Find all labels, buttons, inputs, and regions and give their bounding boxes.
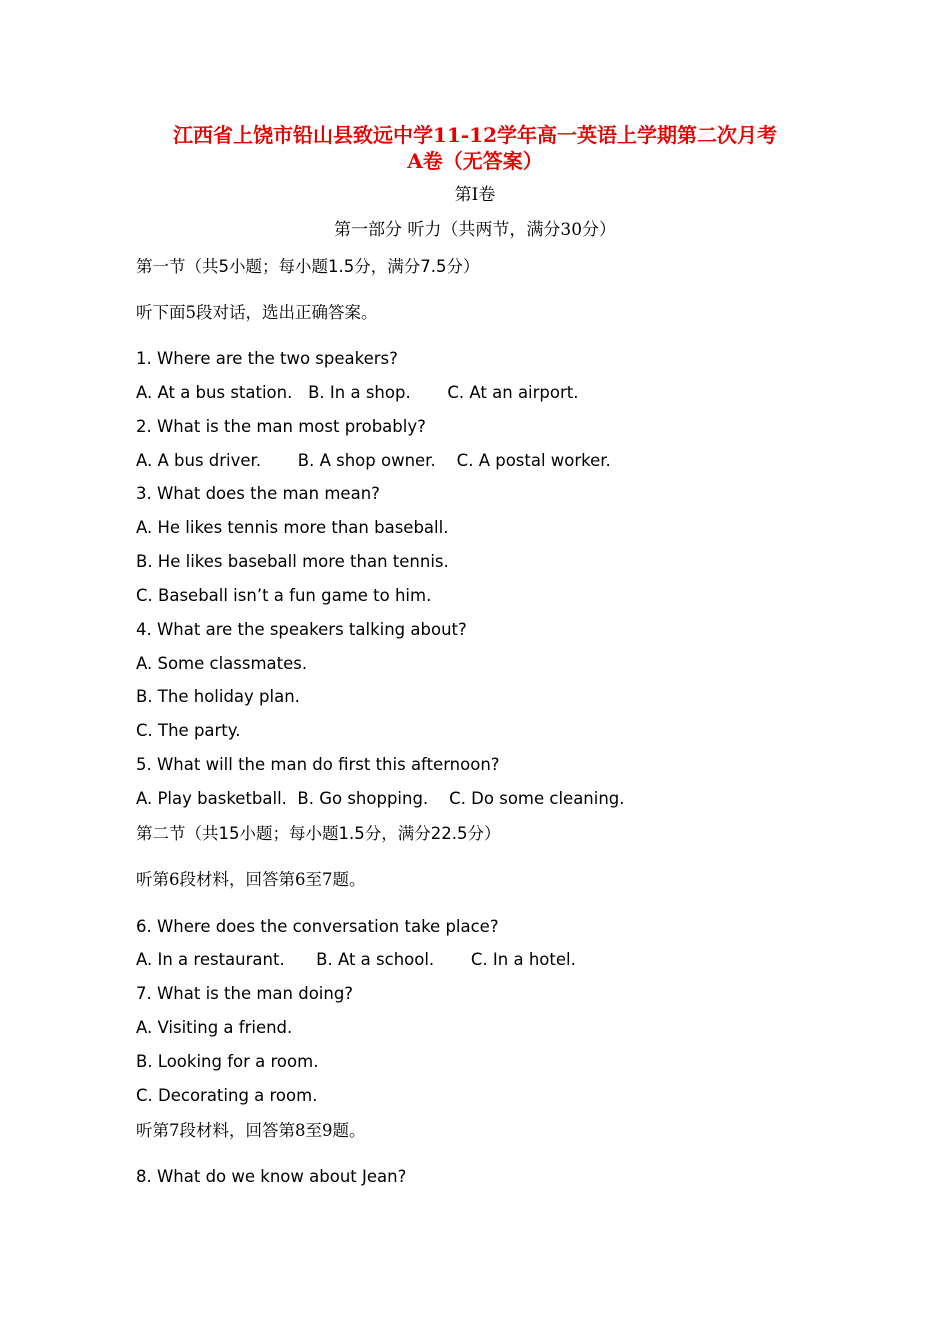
question-2-options: A. A bus driver. B. A shop owner. C. A postal worker. (136, 451, 611, 470)
question-3-option-b: B. He likes baseball more than tennis. (136, 552, 449, 571)
question-7-option-c: C. Decorating a room. (136, 1086, 318, 1105)
instruction-2: 听第6段材料，回答第6至7题。 (136, 870, 366, 889)
instruction-1: 听下面5段对话，选出正确答案。 (136, 303, 378, 322)
question-6-options: A. In a restaurant. B. At a school. C. In a hotel. (136, 950, 576, 969)
document-title-line1: 江西省上饶市铅山县致远中学11-12学年高一英语上学期第二次月考 (173, 123, 777, 147)
question-7-option-a: A. Visiting a friend. (136, 1018, 293, 1037)
question-7-option-b: B. Looking for a room. (136, 1052, 319, 1071)
instruction-3: 听第7段材料，回答第8至9题。 (136, 1121, 366, 1140)
question-3-option-a: A. He likes tennis more than baseball. (136, 518, 449, 537)
part1-heading: 第一部分 听力（共两节，满分30分） (333, 220, 617, 240)
question-5: 5. What will the man do first this afternoon? (136, 755, 500, 774)
section1-heading: 第一节（共5小题；每小题1.5分，满分7.5分） (136, 257, 480, 276)
question-8: 8. What do we know about Jean? (136, 1167, 407, 1186)
question-4-option-c: C. The party. (136, 721, 241, 740)
question-7: 7. What is the man doing? (136, 984, 354, 1003)
question-1: 1. Where are the two speakers? (136, 349, 398, 368)
section2-heading: 第二节（共15小题；每小题1.5分，满分22.5分） (136, 824, 501, 843)
document-title-line2: A卷（无答案） (407, 149, 543, 173)
question-4-option-a: A. Some classmates. (136, 654, 308, 673)
question-3-option-c: C. Baseball isn’t a fun game to him. (136, 586, 432, 605)
volume-heading: 第Ⅰ卷 (454, 185, 496, 205)
question-6: 6. Where does the conversation take place? (136, 917, 499, 936)
question-5-options: A. Play basketball. B. Go shopping. C. Do some cleaning. (136, 789, 625, 808)
question-1-options: A. At a bus station. B. In a shop. C. At an airport. (136, 383, 579, 402)
question-4-option-b: B. The holiday plan. (136, 687, 300, 706)
question-2: 2. What is the man most probably? (136, 417, 426, 436)
question-4: 4. What are the speakers talking about? (136, 620, 467, 639)
question-3: 3. What does the man mean? (136, 484, 380, 503)
